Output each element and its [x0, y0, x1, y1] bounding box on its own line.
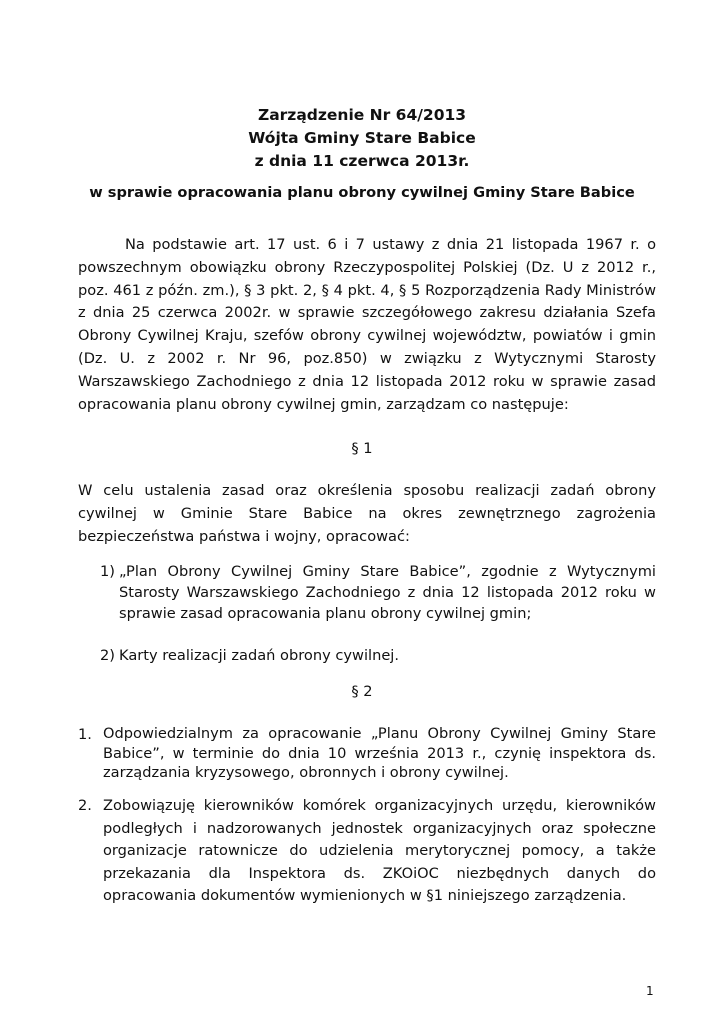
- legal-basis-paragraph: Na podstawie art. 17 ust. 6 i 7 ustawy z dnia 21 listopada 1967 r. o powszechnym obowiązku obrony Rzeczypospolitej Polskiej (Dz. U z 2012 r., poz. 461 z późn. zm.), § 3 pkt. 2, § 4 pkt. 4, § 5 Rozporządzenia Rady Ministrów z dnia 25 czerwca 2002r. w sprawie szczegółowego zakresu działania Szefa Obrony Cywilnej Kraju, szefów obrony cywilnej województw, powiatów i gmin (Dz. U. z 2002 r. Nr 96, poz.850) w związku z Wytycznymi Starosty Warszawskiego Zachodniego z dnia 12 listopada 2012 roku w sprawie zasad opracowania planu obrony cywilnej gmin, zarządzam co następuje:: [78, 236, 656, 413]
- list-item-text: Karty realizacji zadań obrony cywilnej.: [119, 647, 399, 664]
- list-item-number: 2.: [78, 797, 92, 814]
- issue-date: z dnia 11 czerwca 2013r.: [254, 152, 470, 170]
- section-1-text: W celu ustalenia zasad oraz określenia sposobu realizacji zadań obrony cywilnej w Gminie Stare Babice na okres zewnętrznego zagrożenia bezpieczeństwa państwa i wojny, opracować:: [78, 482, 656, 545]
- list-item-text: Zobowiązuję kierowników komórek organizacyjnych urzędu, kierowników podległych i nadzorowanych jednostek organizacyjnych oraz społeczne organizacje ratownicze do udzielenia merytorycznej pomocy, a także przekazania dla Inspektora ds. ZKOiOC niezbędnych danych do opracowania dokumentów wymienionych w §1 niniejszego zarządzenia.: [103, 797, 656, 904]
- list-item-number: 1): [100, 563, 115, 580]
- ordinance-number: Zarządzenie Nr 64/2013: [257, 106, 467, 124]
- list-item-text: Odpowiedzialnym za opracowanie „Planu Obrony Cywilnej Gminy Stare Babice”, w terminie do dnia 10 września 2013 r., czynię inspektora ds. zarządzania kryzysowego, obronnych i obrony cywilnej.: [103, 725, 656, 781]
- section-1-heading: § 1: [351, 440, 373, 457]
- section-2-heading: § 2: [351, 683, 373, 700]
- list-item-number: 2): [100, 647, 115, 664]
- list-item-text: „Plan Obrony Cywilnej Gminy Stare Babice”, zgodnie z Wytycznymi Starosty Warszawskiego Zachodniego z dnia 12 listopada 2012 roku w sprawie zasad opracowania planu obrony cywilnej gmin;: [119, 563, 656, 622]
- document-header: [0, 104, 724, 173]
- issuer: Wójta Gminy Stare Babice: [248, 129, 476, 147]
- list-item-number: 1.: [78, 726, 92, 743]
- document-subject: w sprawie opracowania planu obrony cywilnej Gminy Stare Babice: [89, 184, 635, 201]
- page-number: 1: [646, 984, 654, 998]
